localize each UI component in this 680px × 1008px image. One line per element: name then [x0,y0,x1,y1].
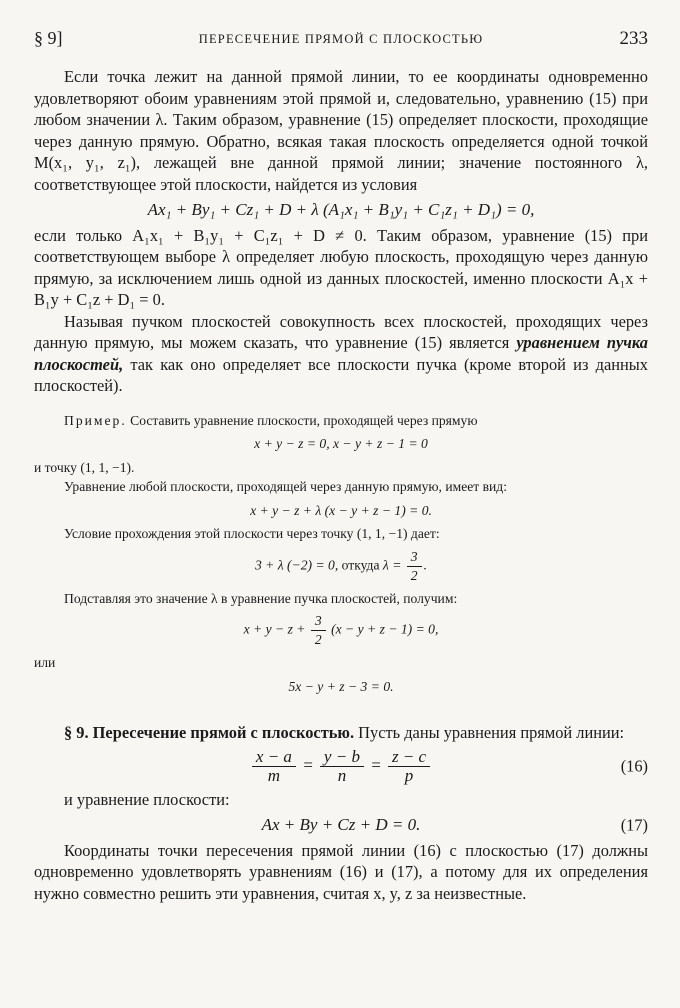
section-intro-text: Пусть даны уравнения прямой линии: [358,723,625,742]
equation-lambda-mid: откуда [341,557,380,573]
header-title: ПЕРЕСЕЧЕНИЕ ПРЯМОЙ С ПЛОСКОСТЬЮ [198,32,484,46]
example-statement [34,411,648,431]
equation-substituted-right: (x − y + z − 1) = 0, [331,621,439,637]
frac-z-den: p [404,765,414,785]
equation-lambda-left: 3 + λ (−2) = 0, [254,557,339,573]
equation-lambda-lhs: λ = [382,557,402,573]
lambda-denominator: 2 [410,567,418,583]
frac-x-den: m [267,765,281,785]
section-9-intro [34,722,648,744]
paragraph-1: Если точка лежит на данной прямой линии, то ее координаты одновременно удовлетворяют обоим уравнениям этой прямой и, следовательно, уравнению (15) при любом значении λ. Таким образом, уравнение (15) определяет плоскости, проходящие через данную прямую. Обратно, всякая такая плоскость определяется одной точкой M(x₁, y₁, z₁), лежащей вне данной прямой линии; значение постоянного λ, соответствующее этой плоскости, найдется из условия [34,67,648,194]
paragraph-3-before: Называя пучком плоскостей совокупность всех плоскостей, проходящих через данную прямую, мы можем сказать, что уравнение (15) является [34,311,648,352]
equation-general: x + y − z + λ (x − y + z − 1) = 0. [250,502,432,518]
paragraph-3 [34,311,648,397]
substituted-denominator: 2 [314,632,322,647]
substituted-numerator: 3 [311,612,326,631]
equation-substituted-left: x + y − z + [243,621,306,637]
equation-condition: Ax₁ + By₁ + Cz₁ + D + λ (A₁x₁ + B₁y₁ + C₁z₁ + D₁) = 0, [147,200,535,219]
running-header [34,26,648,56]
equation-lambda: 3 + λ (−2) = 0, откуда λ = $\frac{3}{2}$ . [254,548,427,583]
frac-z [388,748,430,785]
example-text: Составить уравнение плоскости, проходящей через прямую [130,412,478,428]
pencil-of-planes-term: уравнением пучка плоскостей, [34,333,648,374]
lambda-numerator: 3 [407,548,422,567]
example-substitution: Подставляя это значение λ в уравнение пучка плоскостей, получим: [64,590,458,606]
example-general: Уравнение любой плоскости, проходящей через данную прямую, имеет вид: [64,479,508,494]
substituted-fraction [311,612,326,649]
paragraph-3-after: так как оно определяет все плоскости пучка (кроме второй из данных плоскостей). [34,354,648,395]
frac-y [320,748,364,785]
example-condition: Условие прохождения этой плоскости через точку (1, 1, −1) дает: [64,526,440,541]
page [34,26,648,904]
frac-z-num: z − c [388,748,430,767]
page-number: 233 [619,28,648,49]
paragraph-2: если только A₁x₁ + B₁y₁ + C₁z₁ + D ≠ 0. Таким образом, уравнение (15) при соответствующем выборе λ определяет любую плоскость, проходящую через данную прямую, за исключением лишь одной из данных плоскостей, именно плоскости A₁x + B₁y + C₁z + D₁ = 0. [34,225,648,309]
frac-y-den: n [337,765,347,785]
equation-substituted [34,612,648,649]
plane-text: и уравнение плоскости: [64,789,230,809]
lambda-fraction [407,548,422,585]
equation-16-number: (16) [620,756,648,776]
equation-line: x + y − z = 0, x − y + z − 1 = 0 [254,436,428,451]
frac-x-num: x − a [252,748,296,767]
equation-17-number: (17) [620,815,648,834]
equation-16: $\frac{x - a}{m}$ = $\frac{y - b}{n}$ = $\frac{z - c}{p}$ (16) [34,748,648,785]
equation-final: 5x − y + z − 3 = 0. [288,678,394,694]
closing-paragraph: Координаты точки пересечения прямой линии (16) с плоскостью (17) должны одновременно удовлетворять уравнениям (16) и (17), а потому для их определения нужно совместно решить эти уравнения, считая x, y, z за неизвестные. [34,840,648,903]
example-or: или [34,655,56,670]
example-point: и точку (1, 1, −1). [34,459,135,475]
equation-17-text: Ax + By + Cz + D = 0. [261,815,421,834]
frac-y-num: y − b [320,748,364,767]
example-label: Пример. [64,412,127,428]
frac-x [252,748,296,785]
header-section: § 9] [34,28,63,48]
equation-17 [34,814,648,836]
section-heading: § 9. Пересечение прямой с плоскостью. [64,723,355,742]
